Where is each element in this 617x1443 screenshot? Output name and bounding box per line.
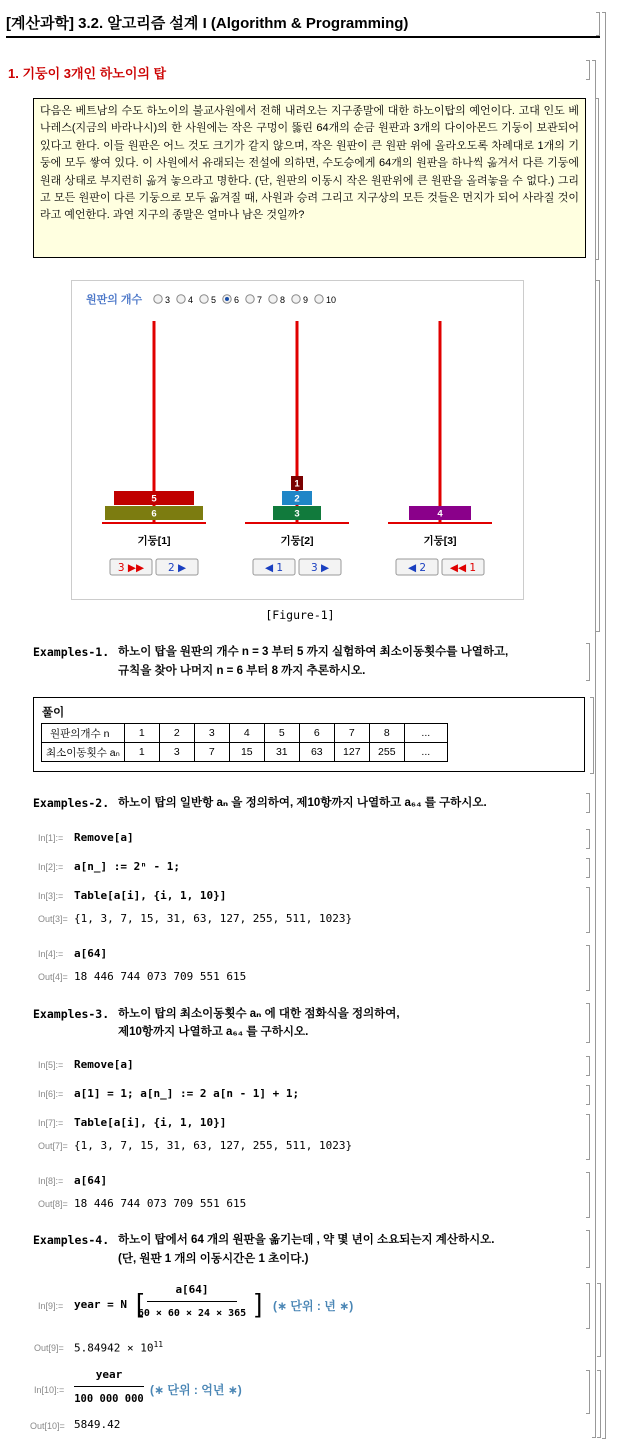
table-cell: 7 bbox=[334, 724, 369, 743]
code-cell[interactable]: a[64] bbox=[74, 947, 108, 960]
table-cell: 15 bbox=[229, 743, 264, 762]
table-cell: 5 bbox=[264, 724, 299, 743]
cell-bracket[interactable] bbox=[602, 12, 606, 1439]
fraction-line bbox=[74, 1386, 144, 1387]
fraction-numerator[interactable]: a[64] bbox=[175, 1283, 209, 1296]
cell-bracket[interactable] bbox=[597, 1370, 601, 1438]
example-text: 하노이 탑을 원판의 개수 n = 3 부터 5 까지 실험하여 최소이동횟수를 나열하고, bbox=[118, 646, 509, 658]
input-label: In[9]:= bbox=[38, 1301, 64, 1311]
radio-label: 7 bbox=[257, 295, 263, 305]
example-text: 하노이 탑의 최소이동횟수 aₙ 에 대한 점화식을 정의하여, bbox=[118, 1008, 400, 1020]
cell-bracket[interactable] bbox=[586, 1230, 590, 1268]
disk-label: 2 bbox=[294, 493, 300, 505]
peg-base bbox=[388, 522, 492, 524]
table-cell: 63 bbox=[299, 743, 334, 762]
disk-label: 6 bbox=[151, 508, 157, 520]
cell-bracket[interactable] bbox=[595, 98, 599, 260]
cell-bracket[interactable] bbox=[596, 12, 600, 36]
table-cell: ... bbox=[404, 724, 447, 743]
code-cell[interactable]: Remove[a] bbox=[74, 1058, 134, 1071]
cell-bracket[interactable] bbox=[586, 1003, 590, 1043]
input-label: In[3]:= bbox=[38, 891, 64, 901]
cell-bracket[interactable] bbox=[586, 858, 590, 878]
bracket-open: [ bbox=[136, 1288, 144, 1318]
table-cell: 6 bbox=[299, 724, 334, 743]
cell-bracket[interactable] bbox=[586, 1085, 590, 1105]
cell-bracket[interactable] bbox=[586, 1370, 590, 1414]
output-cell: {1, 3, 7, 15, 31, 63, 127, 255, 511, 1023} bbox=[74, 1139, 353, 1152]
radio-3[interactable] bbox=[154, 295, 162, 303]
row-header: 최소이동횟수 aₙ bbox=[42, 743, 125, 762]
solution-box bbox=[33, 697, 585, 772]
output-label: Out[7]= bbox=[38, 1141, 68, 1151]
table-cell: 31 bbox=[264, 743, 299, 762]
title-divider bbox=[6, 36, 600, 38]
cell-bracket[interactable] bbox=[586, 793, 590, 813]
table-cell: 7 bbox=[194, 743, 229, 762]
output-label: Out[10]= bbox=[30, 1421, 65, 1431]
cell-bracket[interactable] bbox=[586, 60, 590, 80]
story-text: 다음은 베트남의 수도 하노이의 불교사원에서 전해 내려오는 지구종말에 대한 하노이탑의 예언이다. 고대 인도 베나레스(지금의 바라나시)의 한 사원에는 작은 구멍이 뚫린 64개의 순금 원판과 3개의 다이아몬드 기둥이 보관되어 있다고 한다. 이들 원판은 어느 것도 크기가 같지 않으며, 작은 원판이 큰 원판 위에 올라오도록 차례대로 1개의 기둥에 모두 쌓여 있다. 이 사원에서 유래되는 전설에 의하면, 수도승에게 64개의 원판을 하나씩 옮겨서 다른 기둥에 원래 상태로 부지런히 옮겨 놓으라고 명한다. (단, 원판의 이동시 작은 원판위에 큰 원판을 올려놓을 수 없다.) 그리고 모든 원판이 다른 기둥으로 모두 옮겨질 때, 사원과 승려 그리고 지구상의 모든 것들은 먼지가 되어 사라질 것이라고 예언한다. 과연 지구의 종말은 얼마나 남은 것일까? bbox=[33, 98, 586, 258]
radio-selected-dot bbox=[225, 297, 229, 301]
table-cell: 1 bbox=[124, 743, 159, 762]
table-cell: 8 bbox=[369, 724, 404, 743]
radio-label: 10 bbox=[326, 295, 337, 305]
disk-label: 5 bbox=[151, 493, 157, 505]
output-label: Out[9]= bbox=[34, 1343, 64, 1353]
peg-label: 기둥[1] bbox=[137, 535, 171, 547]
code-cell[interactable]: a[n_] := 2ⁿ - 1; bbox=[74, 860, 180, 873]
disk-label: 3 bbox=[294, 508, 300, 520]
radio-4[interactable] bbox=[177, 295, 185, 303]
move-button-label[interactable]: 2 ▶ bbox=[167, 562, 187, 574]
example-text: 제10항까지 나열하고 a₆₄ 를 구하시오. bbox=[118, 1026, 309, 1038]
cell-bracket[interactable] bbox=[586, 1056, 590, 1076]
table-cell: 255 bbox=[369, 743, 404, 762]
example-label: Examples-4. bbox=[33, 1233, 110, 1247]
move-button-label[interactable]: 3 ▶▶ bbox=[117, 562, 145, 574]
cell-bracket[interactable] bbox=[586, 1114, 590, 1160]
table-cell: 3 bbox=[194, 724, 229, 743]
move-button-label[interactable]: ◀ 2 bbox=[407, 562, 427, 574]
output-cell: 18 446 744 073 709 551 615 bbox=[74, 970, 247, 983]
row-header: 원판의개수 n bbox=[42, 724, 125, 743]
example-label: Examples-1. bbox=[33, 645, 110, 659]
fraction-line bbox=[147, 1301, 237, 1302]
code-cell[interactable]: year = N bbox=[74, 1298, 127, 1311]
radio-label: 4 bbox=[188, 295, 194, 305]
disk-label: 1 bbox=[294, 478, 300, 490]
cell-bracket[interactable] bbox=[586, 1283, 590, 1329]
output-cell: 5849.42 bbox=[74, 1418, 121, 1431]
move-button-label[interactable]: ◀ 1 bbox=[264, 562, 284, 574]
output-cell: 18 446 744 073 709 551 615 bbox=[74, 1197, 247, 1210]
disk-count-label: 원판의 개수 bbox=[86, 294, 143, 306]
move-button-label[interactable]: 3 ▶ bbox=[310, 562, 330, 574]
code-cell[interactable]: Table[a[i], {i, 1, 10}] bbox=[74, 1116, 227, 1129]
example-label: Examples-3. bbox=[33, 1007, 110, 1021]
peg-base bbox=[245, 522, 349, 524]
cell-bracket[interactable] bbox=[586, 643, 590, 681]
radio-label: 5 bbox=[211, 295, 217, 305]
radio-7[interactable] bbox=[246, 295, 254, 303]
peg-label: 기둥[3] bbox=[423, 535, 457, 547]
input-label: In[8]:= bbox=[38, 1176, 64, 1186]
disk-label: 4 bbox=[437, 508, 443, 520]
example-label: Examples-2. bbox=[33, 796, 110, 810]
code-cell[interactable]: a[1] = 1; a[n_] := 2 a[n - 1] + 1; bbox=[74, 1087, 300, 1100]
peg-label: 기둥[2] bbox=[280, 535, 314, 547]
radio-label: 9 bbox=[303, 295, 309, 305]
input-label: In[7]:= bbox=[38, 1118, 64, 1128]
example-text: (단, 원판 1 개의 이동시간은 1 초이다.) bbox=[118, 1253, 309, 1265]
cell-bracket[interactable] bbox=[586, 829, 590, 849]
fraction-denominator[interactable]: 100 000 000 bbox=[74, 1393, 144, 1405]
move-button-label[interactable]: ◀◀ 1 bbox=[449, 562, 477, 574]
input-label: In[4]:= bbox=[38, 949, 64, 959]
hanoi-figure bbox=[71, 280, 524, 600]
table-cell: 4 bbox=[229, 724, 264, 743]
input-label: In[5]:= bbox=[38, 1060, 64, 1070]
code-comment: (∗ 단위 : 억년 ∗) bbox=[150, 1383, 242, 1397]
cell-bracket[interactable] bbox=[586, 945, 590, 991]
hanoi-svg bbox=[72, 281, 523, 599]
table-cell: 3 bbox=[159, 743, 194, 762]
example-text: 규칙을 찾아 나머지 n = 6 부터 8 까지 추론하시오. bbox=[118, 665, 366, 677]
cell-bracket[interactable] bbox=[590, 697, 594, 774]
output-cell bbox=[74, 1340, 163, 1355]
code-cell[interactable]: Remove[a] bbox=[74, 831, 134, 844]
solution-table bbox=[41, 723, 448, 762]
cell-bracket[interactable] bbox=[596, 280, 600, 632]
output-label: Out[3]= bbox=[38, 914, 68, 924]
table-cell: 127 bbox=[334, 743, 369, 762]
input-label: In[1]:= bbox=[38, 833, 64, 843]
output-cell: {1, 3, 7, 15, 31, 63, 127, 255, 511, 1023} bbox=[74, 912, 353, 925]
radio-8[interactable] bbox=[269, 295, 277, 303]
output-label: Out[8]= bbox=[38, 1199, 68, 1209]
peg-base bbox=[102, 522, 206, 524]
bracket-close: ] bbox=[255, 1288, 263, 1318]
solution-title: 풀이 bbox=[42, 707, 65, 719]
fraction-numerator[interactable]: year bbox=[95, 1368, 123, 1381]
radio-10[interactable] bbox=[315, 295, 323, 303]
table-cell: 2 bbox=[159, 724, 194, 743]
section-title: 1. 기둥이 3개인 하노이의 탑 bbox=[8, 66, 167, 81]
cell-bracket[interactable] bbox=[597, 1283, 601, 1357]
table-cell: 1 bbox=[124, 724, 159, 743]
example-text: 하노이 탑에서 64 개의 원판을 옮기는데 , 약 몇 년이 소요되는지 계산하시오. bbox=[118, 1234, 495, 1246]
figure-caption: [Figure-1] bbox=[265, 608, 335, 622]
code-cell[interactable]: Table[a[i], {i, 1, 10}] bbox=[74, 889, 227, 902]
radio-label: 8 bbox=[280, 295, 286, 305]
radio-9[interactable] bbox=[292, 295, 300, 303]
example-text: 하노이 탑의 일반항 aₙ 을 정의하여, 제10항까지 나열하고 a₆₄ 를 구하시오. bbox=[118, 797, 487, 809]
code-cell[interactable]: a[64] bbox=[74, 1174, 108, 1187]
radio-5[interactable] bbox=[200, 295, 208, 303]
radio-label: 3 bbox=[165, 295, 171, 305]
cell-bracket[interactable] bbox=[586, 1172, 590, 1218]
input-label: In[2]:= bbox=[38, 862, 64, 872]
peg-pole bbox=[439, 321, 442, 522]
fraction-denominator[interactable]: 60 × 60 × 24 × 365 bbox=[137, 1308, 247, 1319]
code-comment: (∗ 단위 : 년 ∗) bbox=[273, 1299, 354, 1313]
radio-label: 6 bbox=[234, 295, 240, 305]
table-cell: ... bbox=[404, 743, 447, 762]
output-label: Out[4]= bbox=[38, 972, 68, 982]
input-label: In[6]:= bbox=[38, 1089, 64, 1099]
page-title: [계산과학] 3.2. 알고리즘 설계 I (Algorithm & Programming) bbox=[6, 15, 409, 32]
output-exponent: 11 bbox=[153, 1340, 164, 1349]
input-label: In[10]:= bbox=[34, 1385, 65, 1395]
cell-bracket[interactable] bbox=[586, 887, 590, 933]
output-mantissa: 5.84942 × 10 bbox=[74, 1341, 154, 1355]
